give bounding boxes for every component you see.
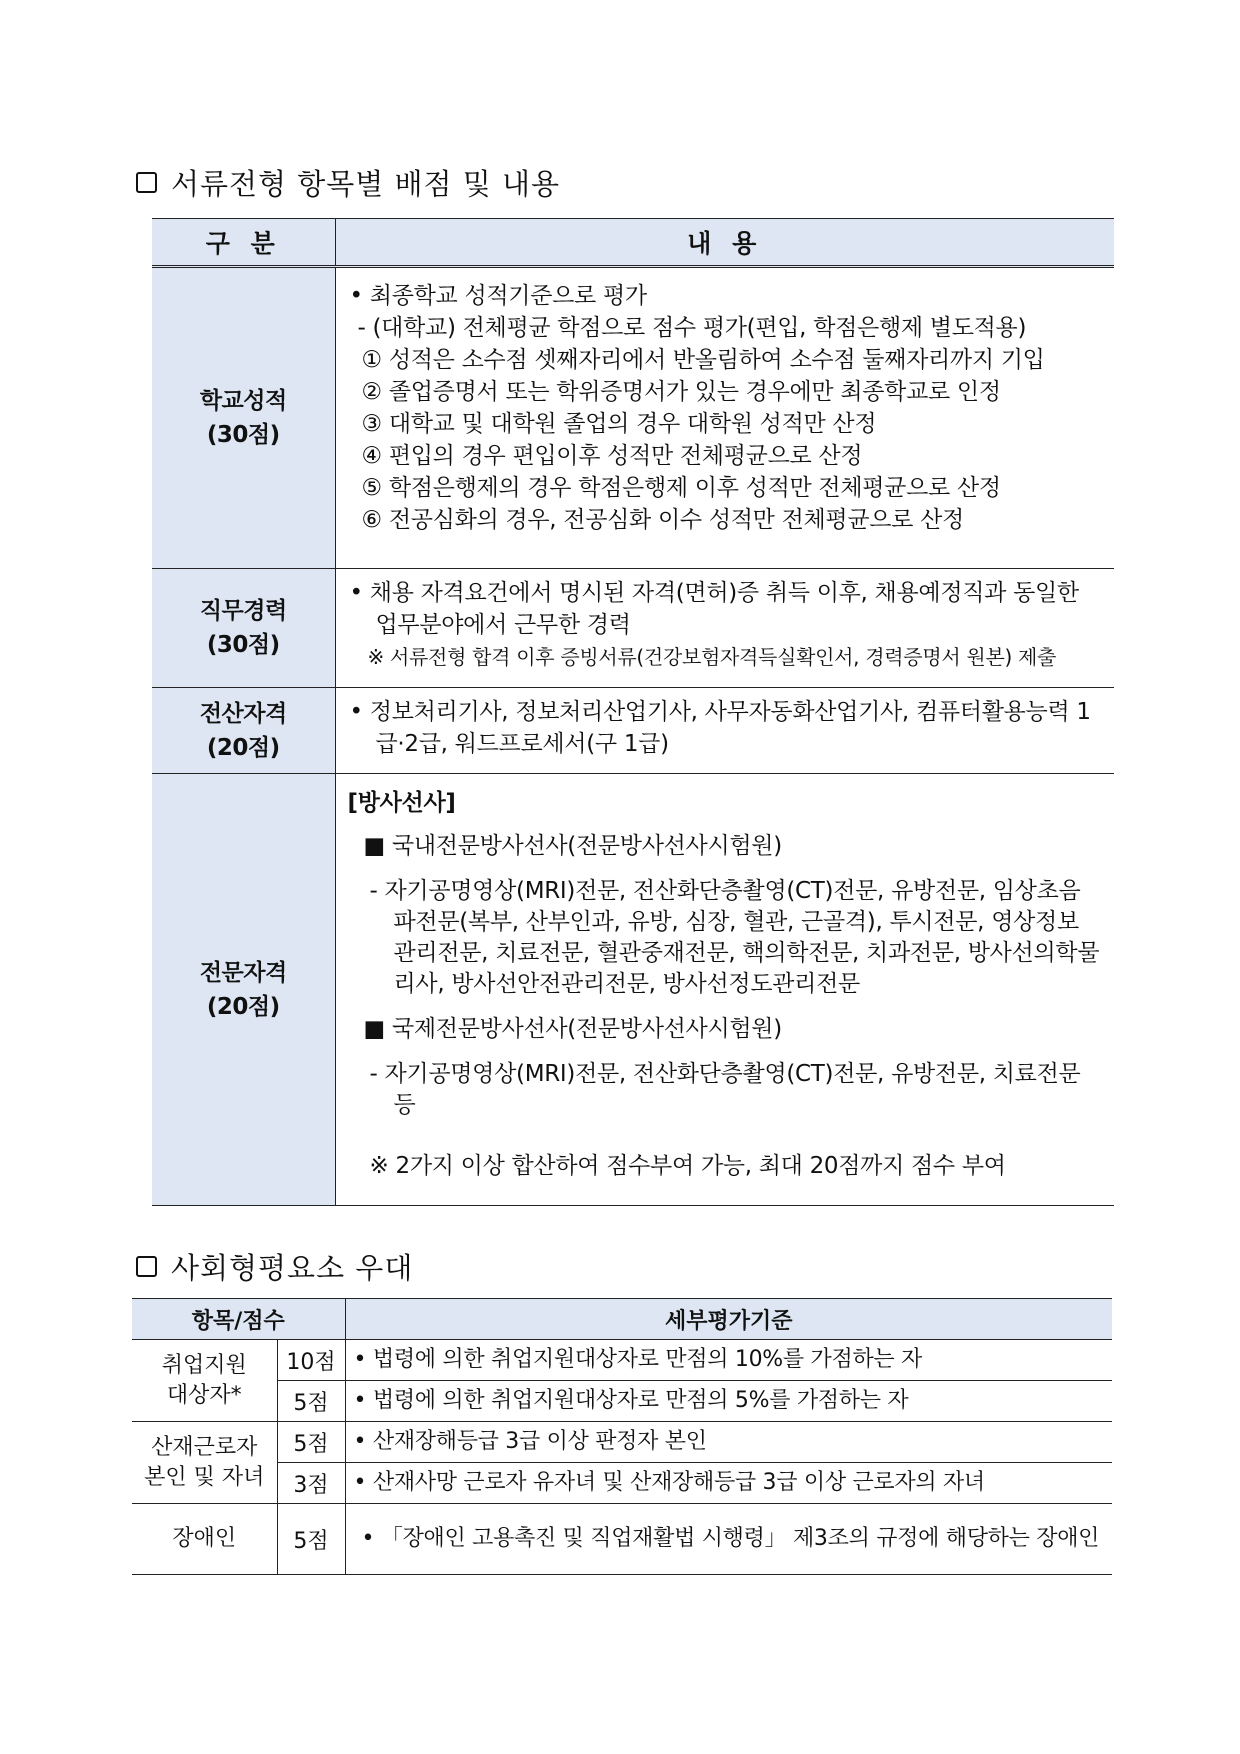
category-cell: 학교성적 (30점) (152, 267, 335, 569)
table-row: 장애인 5점 • 「장애인 고용촉진 및 직업재활법 시행령」 제3조의 규정에 해당하는 장애인 (132, 1504, 1112, 1575)
table-row (152, 267, 1114, 569)
table-row: 산재근로자 본인 및 자녀 5점 • 산재장해등급 3급 이상 판정자 본인 (132, 1422, 1112, 1463)
section2-title: 사회형평요소 우대 (171, 1251, 414, 1285)
social-equity-table (132, 1298, 1112, 1575)
content-cell: [방사선사] ■ 국내전문방사선사(전문방사선사시험원) - 자기공명영상(MRI)전문, 전산화단층촬영(CT)전문, 유방전문, 임상초음파전문(복부, 산부인과, 유방, 심장, 혈관, 근골격), 투시전문, 영상정보관리전문, 치료전문, 혈관중재전문, 핵의학전문, 치과전문, 방사선의학물리사, 방사선안전관리전문, 방사선정도관리전문 ■ 국제전문방사선사(전문방사선사시험원) - 자기공명영상(MRI)전문, 전산화단층촬영(CT)전문, 유방전문, 치료전문 등 ※ 2가지 이상 합산하여 점수부여 가능, 최대 20점까지 점수 부여 (335, 774, 1114, 1206)
header-category: 구 분 (152, 219, 335, 267)
screening-score-table (152, 218, 1114, 1206)
section2-heading (136, 1246, 413, 1287)
header-criteria: 세부평가기준 (345, 1299, 1112, 1340)
section1-heading (136, 162, 560, 203)
category-cell: 직무경력 (30점) (152, 569, 335, 688)
checkbox-square-icon (136, 172, 157, 193)
content-cell: • 채용 자격요건에서 명시된 자격(면허)증 취득 이후, 채용예정직과 동일한 업무분야에서 근무한 경력 ※ 서류전형 합격 이후 증빙서류(건강보험자격득실확인서, 경력증명서 원본) 제출 (335, 569, 1114, 688)
checkbox-square-icon (136, 1256, 157, 1277)
table-row (152, 569, 1114, 688)
table-row (152, 688, 1114, 774)
table-row: 3점 • 산재사망 근로자 유자녀 및 산재장해등급 3급 이상 근로자의 자녀 (132, 1463, 1112, 1504)
header-item-score: 항목/점수 (132, 1299, 345, 1340)
section1-title: 서류전형 항목별 배점 및 내용 (171, 167, 561, 201)
category-cell: 전문자격 (20점) (152, 774, 335, 1206)
table-row: 취업지원 대상자* 10점 • 법령에 의한 취업지원대상자로 만점의 10%를 가점하는 자 (132, 1340, 1112, 1381)
header-content: 내 용 (335, 219, 1114, 267)
content-cell: • 정보처리기사, 정보처리산업기사, 사무자동화산업기사, 컴퓨터활용능력 1급·2급, 워드프로세서(구 1급) (335, 688, 1114, 774)
content-cell: • 최종학교 성적기준으로 평가 - (대학교) 전체평균 학점으로 점수 평가(편입, 학점은행제 별도적용) ① 성적은 소수점 셋째자리에서 반올림하여 소수점 둘째자리까지 기입 ② 졸업증명서 또는 학위증명서가 있는 경우에만 최종학교로 인정 ③ 대학교 및 대학원 졸업의 경우 대학원 성적만 산정 ④ 편입의 경우 편입이후 성적만 전체평균으로 산정 ⑤ 학점은행제의 경우 학점은행제 이후 성적만 전체평균으로 산정 ⑥ 전공심화의 경우, 전공심화 이수 성적만 전체평균으로 산정 (335, 267, 1114, 569)
table-row (152, 774, 1114, 1206)
table-row: 5점 • 법령에 의한 취업지원대상자로 만점의 5%를 가점하는 자 (132, 1381, 1112, 1422)
category-cell: 전산자격 (20점) (152, 688, 335, 774)
